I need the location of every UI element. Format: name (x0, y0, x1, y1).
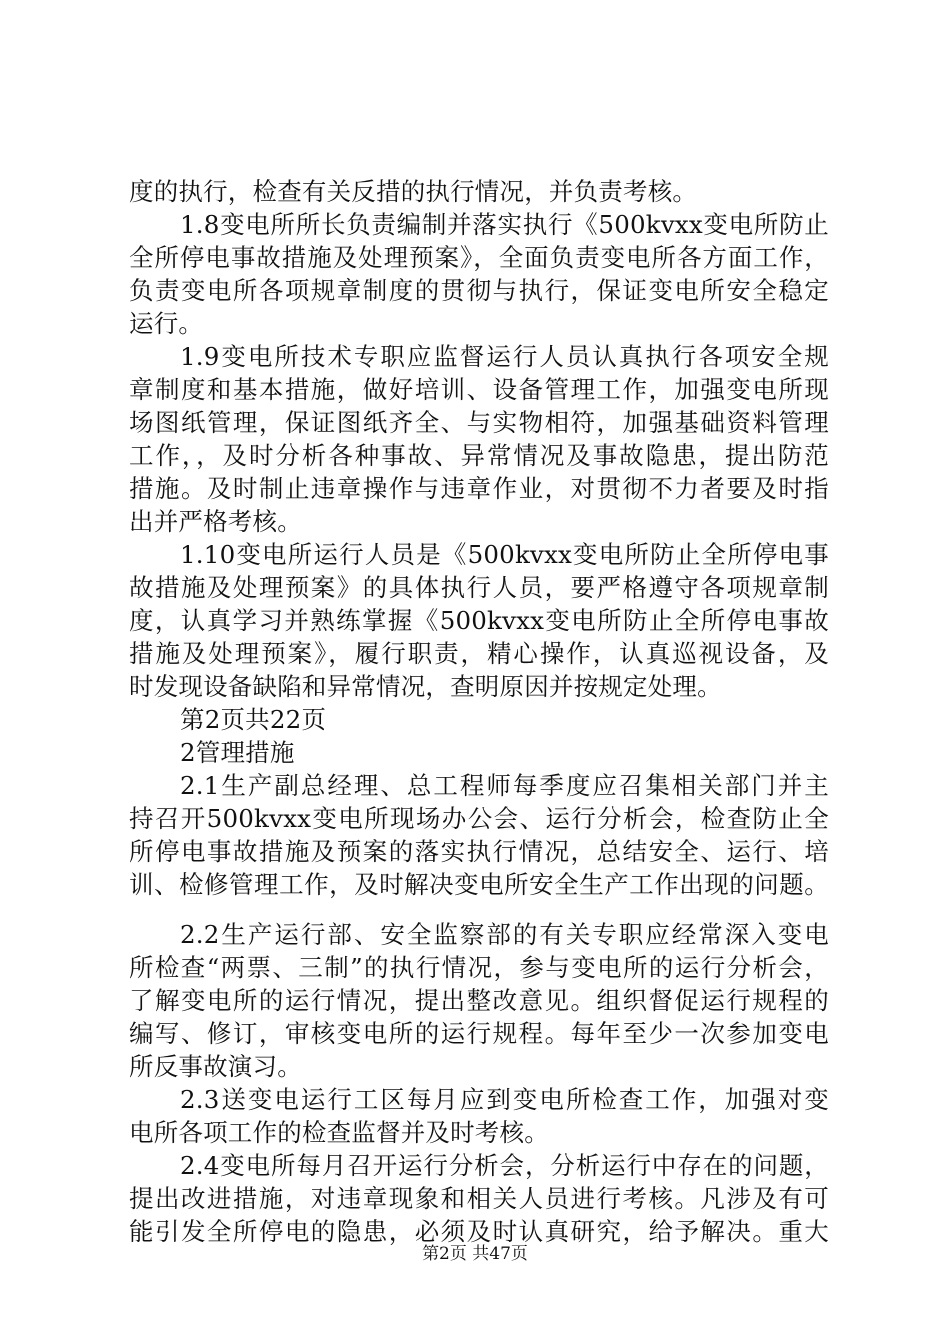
text-line: 持召开500kvxx变电所现场办公会、运行分析会，检查防止全 (129, 804, 829, 833)
text-line: 2.3送变电运行工区每月应到变电所检查工作，加强对变 (180, 1085, 829, 1114)
text-line: 运行。 (129, 309, 204, 338)
text-line: 所停电事故措施及预案的落实执行情况，总结安全、运行、培 (129, 837, 829, 866)
text-line: 提出改进措施，对违章现象和相关人员进行考核。凡涉及有可 (129, 1184, 829, 1213)
text-line: 编写、修订，审核变电所的运行规程。每年至少一次参加变电 (129, 1019, 829, 1048)
text-line: 能引发全所停电的隐患，必须及时认真研究，给予解决。重大 (129, 1217, 829, 1246)
page-footer: 第2页 共47页 (422, 1244, 528, 1264)
text-line: 负责变电所各项规章制度的贯彻与执行，保证变电所安全稳定 (129, 276, 829, 305)
text-line: 2.4变电所每月召开运行分析会，分析运行中存在的问题， (180, 1151, 829, 1180)
text-line: 出并严格考核。 (129, 507, 302, 536)
text-line: 1.9变电所技术专职应监督运行人员认真执行各项安全规 (180, 342, 829, 371)
text-line: 全所停电事故措施及处理预案》，全面负责变电所各方面工作， (129, 243, 829, 272)
text-line: 训、检修管理工作，及时解决变电所安全生产工作出现的问题。 (129, 870, 829, 899)
text-line: 1.10变电所运行人员是《500kvxx变电所防止全所停电事 (180, 540, 829, 569)
text-line: 场图纸管理，保证图纸齐全、与实物相符，加强基础资料管理 (129, 408, 829, 437)
text-line: 2.1生产副总经理、总工程师每季度应召集相关部门并主 (180, 771, 829, 800)
text-line: 度的执行，检查有关反措的执行情况，并负责考核。 (129, 177, 698, 206)
text-line: 了解变电所的运行情况，提出整改意见。组织督促运行规程的 (129, 986, 829, 1015)
text-line: 章制度和基本措施，做好培训、设备管理工作，加强变电所现 (129, 375, 829, 404)
text-line: 所反事故演习。 (129, 1052, 302, 1081)
text-line: 时发现设备缺陷和异常情况，查明原因并按规定处理。 (129, 672, 722, 701)
text-line: 2.2生产运行部、安全监察部的有关专职应经常深入变电 (180, 920, 829, 949)
text-line: 所检查“两票、三制”的执行情况，参与变电所的运行分析会， (129, 953, 829, 982)
text-line: 故措施及处理预案》的具体执行人员，要严格遵守各项规章制 (129, 573, 829, 602)
text-line: 工作，，及时分析各种事故、异常情况及事故隐患，提出防范 (129, 441, 829, 470)
text-line: 度，认真学习并熟练掌握《500kvxx变电所防止全所停电事故 (129, 606, 829, 635)
page-marker: 第2页共22页 (180, 705, 327, 734)
text-line: 措施及处理预案》，履行职责，精心操作，认真巡视设备，及 (129, 639, 829, 668)
section-heading: 2管理措施 (180, 738, 295, 767)
text-line: 措施。及时制止违章操作与违章作业，对贯彻不力者要及时指 (129, 474, 829, 503)
text-line: 电所各项工作的检查监督并及时考核。 (129, 1118, 549, 1147)
text-line: 1.8变电所所长负责编制并落实执行《500kvxx变电所防止 (180, 210, 829, 239)
